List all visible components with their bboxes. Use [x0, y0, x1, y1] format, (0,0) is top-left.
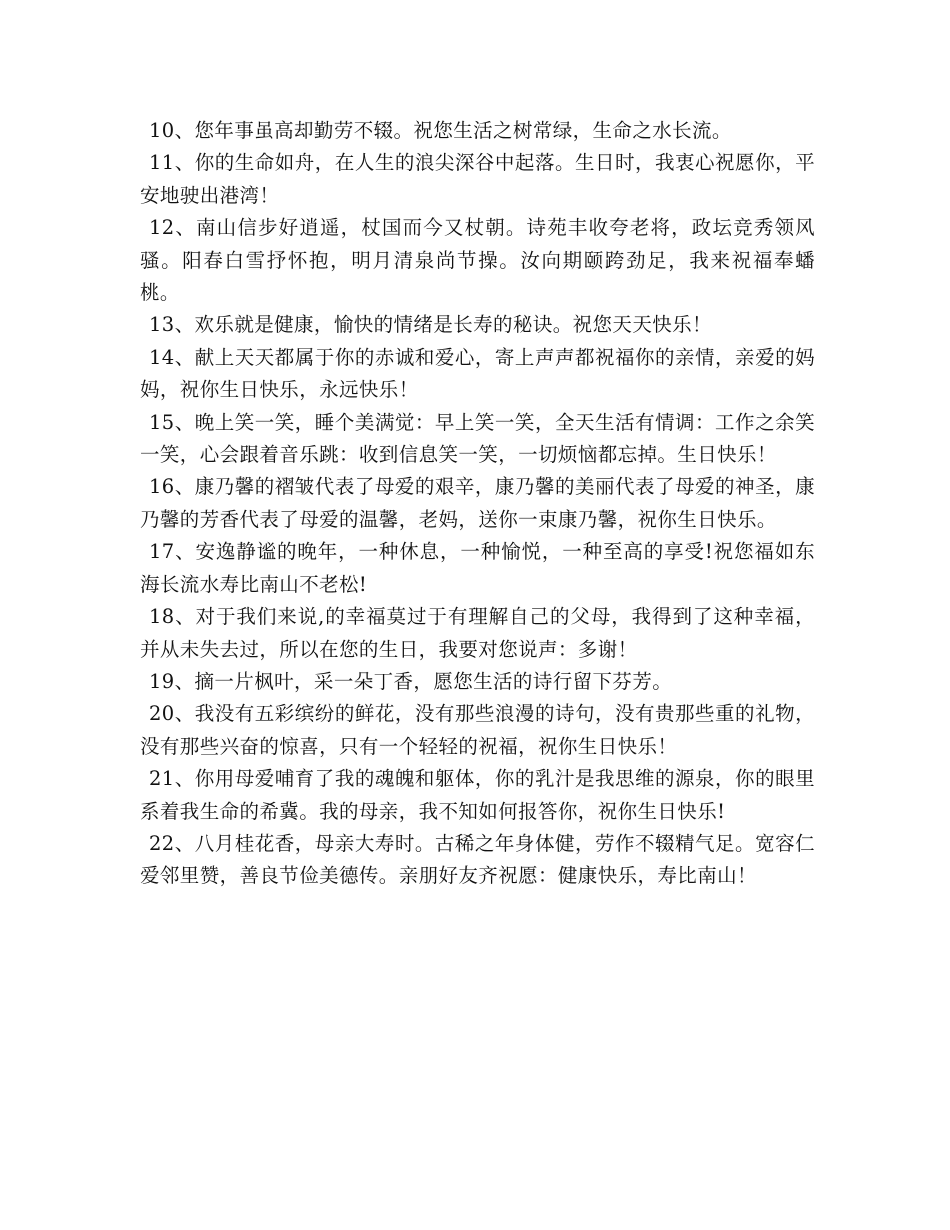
wish-paragraph-15: 15、晚上笑一笑，睡个美满觉：早上笑一笑，全天生活有情调：工作之余笑一笑，心会跟着音乐跳：收到信息笑一笑，一切烦恼都忘掉。生日快乐！: [140, 410, 815, 467]
wish-paragraph-21: 21、你用母爱哺育了我的魂魄和躯体，你的乳汁是我思维的源泉，你的眼里系着我生命的希冀。我的母亲，我不知如何报答你，祝你生日快乐!: [140, 767, 815, 823]
document-page: [140, 115, 815, 893]
wish-paragraph-12: 12、南山信步好逍遥，杖国而今又杖朝。诗苑丰收夸老将，政坛竞秀领风骚。阳春白雪抒怀抱，明月清泉尚节操。汝向期颐跨劲足，我来祝福奉蟠桃。: [140, 216, 815, 305]
wish-paragraph-19: 19、摘一片枫叶，采一朵丁香，愿您生活的诗行留下芬芳。: [149, 669, 673, 693]
wish-paragraph-14: 14、献上天天都属于你的赤诚和爱心，寄上声声都祝福你的亲情，亲爱的妈妈，祝你生日快乐，永远快乐！: [140, 345, 815, 402]
wish-paragraph-18: 18、对于我们来说,的幸福莫过于有理解自己的父母，我得到了这种幸福，并从未失去过，所以在您的生日，我要对您说声：多谢！: [140, 605, 815, 661]
wish-paragraph-17: 17、安逸静谧的晚年，一种休息，一种愉悦，一种至高的享受!祝您福如东海长流水寿比南山不老松!: [140, 540, 815, 596]
wish-paragraph-20: 20、我没有五彩缤纷的鲜花，没有那些浪漫的诗句，没有贵那些重的礼物，没有那些兴奋的惊喜，只有一个轻轻的祝福，祝你生日快乐！: [140, 702, 815, 758]
wish-paragraph-16: 16、康乃馨的褶皱代表了母爱的艰辛，康乃馨的美丽代表了母爱的神圣，康乃馨的芳香代表了母爱的温馨，老妈，送你一束康乃馨，祝你生日快乐。: [140, 475, 815, 531]
wish-paragraph-10: 10、您年事虽高却勤劳不辍。祝您生活之树常绿，生命之水长流。: [149, 119, 732, 142]
wish-paragraph-22: 22、八月桂花香，母亲大寿时。古稀之年身体健，劳作不辍精气足。宽容仁爱邻里赞，善良节俭美德传。亲朋好友齐祝愿：健康快乐，寿比南山！: [140, 831, 815, 888]
wish-paragraph-11: 11、你的生命如舟，在人生的浪尖深谷中起落。生日时，我衷心祝愿你，平安地驶出港湾！: [140, 151, 815, 207]
wish-paragraph-13: 13、欢乐就是健康，愉快的情绪是长寿的秘诀。祝您天天快乐！: [149, 313, 712, 337]
